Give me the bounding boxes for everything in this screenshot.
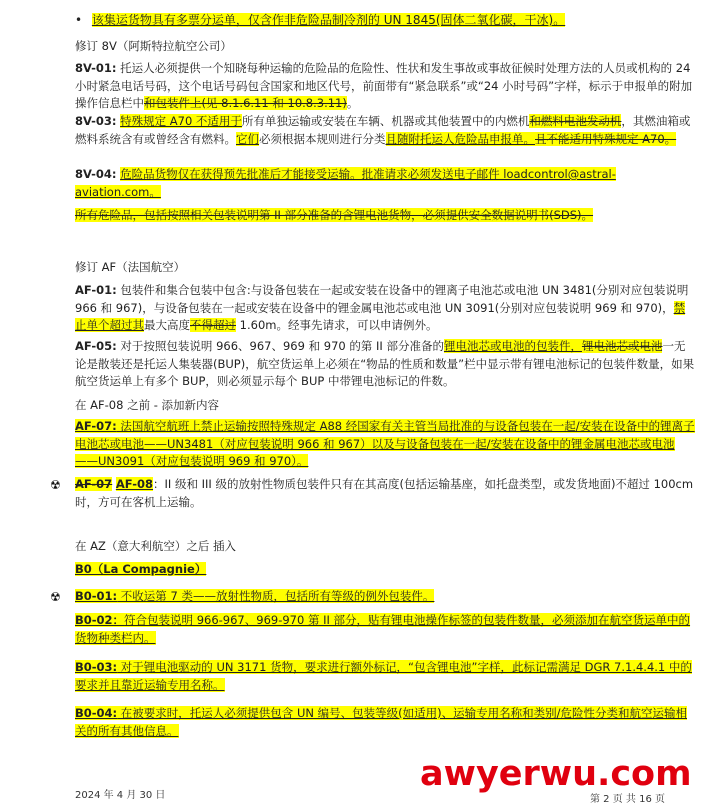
text-af-01-b: 最大高度 <box>144 318 190 332</box>
inserted-b0-01: 不收运第 7 类——放射性物质，包括所有等级的例外包装件。 <box>117 589 435 603</box>
footer-page: 第 2 页 共 16 页 <box>590 794 665 805</box>
bullet-mark: • <box>75 13 83 27</box>
inserted-8v-03-a: 特殊规定 A70 不适用于 <box>120 114 242 128</box>
code-8v-01: 8V-01: <box>75 61 117 75</box>
paragraph-af-01 <box>75 282 695 335</box>
insert-before-af-08: 在 AF-08 之前 - 添加新内容 <box>75 398 220 412</box>
paragraph-b0-04 <box>75 705 695 740</box>
paragraph-8v-04 <box>75 166 695 201</box>
inserted-af-01: 禁止单个超过其 <box>75 300 686 332</box>
inserted-af-05: 锂电池芯或电池的包装件， <box>443 339 582 353</box>
text-af-01-a: 包装件和集合包装中包含:与设备包装在一起或安装在设备中的锂离子电池芯或电池 UN 3481(分别对应包装说明 966 和 967)，与设备包装在一起或安装在设备中的锂金属电池芯或电池 UN 3091(分别对应包装说明 969 和 970)， <box>75 283 689 315</box>
radiation-icon-b0: ☢ <box>50 590 61 604</box>
paragraph-8v-04-deleted <box>75 207 695 225</box>
text-af-05-a: 对于按照包装说明 966、967、969 和 970 的第 II 部分准备的 <box>116 339 444 353</box>
paragraph-b0-02 <box>75 612 695 647</box>
code-af-01: AF-01: <box>75 283 117 297</box>
inserted-8v-03-c: 且随附托运人危险品申报单。 <box>385 131 535 146</box>
radiation-icon: ☢ <box>50 478 61 492</box>
inserted-8v-04: 危险品货物仅在获得预先批准后才能接受运输。批准请求必须发送电子邮件 loadcontrol@astral-aviation.com。 <box>75 167 616 199</box>
paragraph-af-07 <box>75 418 695 471</box>
paragraph-b0-03 <box>75 659 695 694</box>
inserted-af-07: 法国航空航班上禁止运输按照特殊规定 A88 经国家有关主管当局批准的与设备包装在一起/安装在设备中的锂离子电池芯或电池——UN3481（对应包装说明 966 和 967）以及与设备包装在一起/安装在设备中的锂金属电池芯或电池——UN3091（对应包装说明 969 和 970）。 <box>75 419 695 468</box>
text-8v-03-c: 必须根据本规则进行分类 <box>259 131 386 146</box>
code-8v-03: 8V-03: <box>75 114 117 128</box>
paragraph-8v-03 <box>75 113 695 148</box>
inserted-8v-03-b: 它们 <box>236 131 259 146</box>
deleted-af-05: 锂电池芯或电池 <box>581 339 663 353</box>
code-af-05: AF-05: <box>75 339 117 353</box>
footer-date: 2024 年 4 月 30 日 <box>75 790 166 801</box>
paragraph-b0-01 <box>75 588 695 606</box>
section-b0-title <box>75 561 695 579</box>
insert-after-az: 在 AZ（意大利航空）之后 插入 <box>75 539 237 553</box>
paragraph-af-08 <box>75 476 695 511</box>
code-b0-01: B0-01: <box>75 589 118 603</box>
text-8v-03-b: ，其燃油箱或燃料系统含有或曾经含有燃料。 <box>75 114 691 146</box>
code-8v-04: 8V-04: <box>75 167 117 181</box>
deleted-8v-03-b: 且不能适用特殊规定 A70。 <box>535 131 677 146</box>
text-af-05-b: 一无论是散装还是托运人集装器(BUP)，航空货运单上必须在“物品的性质和数量”栏中显示带有锂电池标记的包装件数量，如果航空货运单上有多个 BUP，则必须显示每个 BUP 中带锂电池标记的件数。 <box>75 339 695 388</box>
text-af-01-c: 1.60m。经事先请求，可以申请例外。 <box>236 318 438 332</box>
text-8v-01-end: 。 <box>346 96 359 110</box>
section-8v-title: 修订 8V（阿斯特拉航空公司） <box>75 39 232 53</box>
code-af-07: AF-07: <box>75 419 117 433</box>
deleted-8v-03-a: 和燃料电池发动机 <box>529 114 622 128</box>
watermark: awyerwu.com <box>420 754 692 794</box>
code-b0-04: B0-04: <box>75 706 118 720</box>
paragraph-8v-01 <box>75 60 695 113</box>
deleted-8v-04: 所有危险品，包括按照相关包装说明第 II 部分准备的含锂电池货物，必须提供安全数据说明书(SDS)。 <box>75 208 594 222</box>
bullet-item <box>75 12 565 29</box>
inserted-b0-03: 对于锂电池驱动的 UN 3171 货物，要求进行额外标记，“包含锂电池”字样，此标记需满足 DGR 7.1.4.4.1 中的要求并且靠近运输专用名称。 <box>75 660 692 692</box>
b0-title: B0（La Compagnie） <box>75 562 207 576</box>
code-b0-02: B0-02： <box>75 613 125 627</box>
deleted-af-07-code: AF-07 <box>75 477 113 491</box>
code-af-08: AF-08 <box>115 477 154 491</box>
section-af-title: 修订 AF（法国航空） <box>75 260 186 274</box>
code-b0-03: B0-03: <box>75 660 118 674</box>
text-af-08: ：II 级和 III 级的放射性物质包装件只有在其高度(包括运输基座，如托盘类型，或发货地面)不超过 100cm 时，方可在客机上运输。 <box>75 477 694 509</box>
bullet-text: 该集运货物具有多票分运单，仅含作非危险品制冷剂的 UN 1845(固体二氧化碳，干冰)。 <box>91 13 566 27</box>
inserted-b0-04: 在被要求时，托运人必须提供包含 UN 编号、包装等级(如适用)、运输专用名称和类别/危险性分类和航空运输相关的所有其他信息。 <box>75 706 687 738</box>
deleted-af-01: 不得超过 <box>190 318 236 332</box>
deleted-8v-01: 和包装件上(见 8.1.6.11 和 10.8.3.11) <box>144 96 347 110</box>
text-8v-03-a: 所有单独运输或安装在车辆、机器或其他装置中的内燃机 <box>241 114 530 128</box>
paragraph-af-05 <box>75 338 695 391</box>
inserted-b0-02: 符合包装说明 966-967、969-970 第 II 部分，贴有锂电池操作标签的包装件数量，必须添加在航空货运单中的货物种类栏内。 <box>75 613 691 645</box>
text-8v-01: 托运人必须提供一个知晓每种运输的危险品的危险性、性状和发生事故或事故征候时处理方法的人员或机构的 24 小时紧急电话号码，这个电话号码包含国家和地区代号，前面带有“紧急联系”或“24 小时号码”字样，标示于申报单的附加操作信息栏中 <box>75 61 693 110</box>
